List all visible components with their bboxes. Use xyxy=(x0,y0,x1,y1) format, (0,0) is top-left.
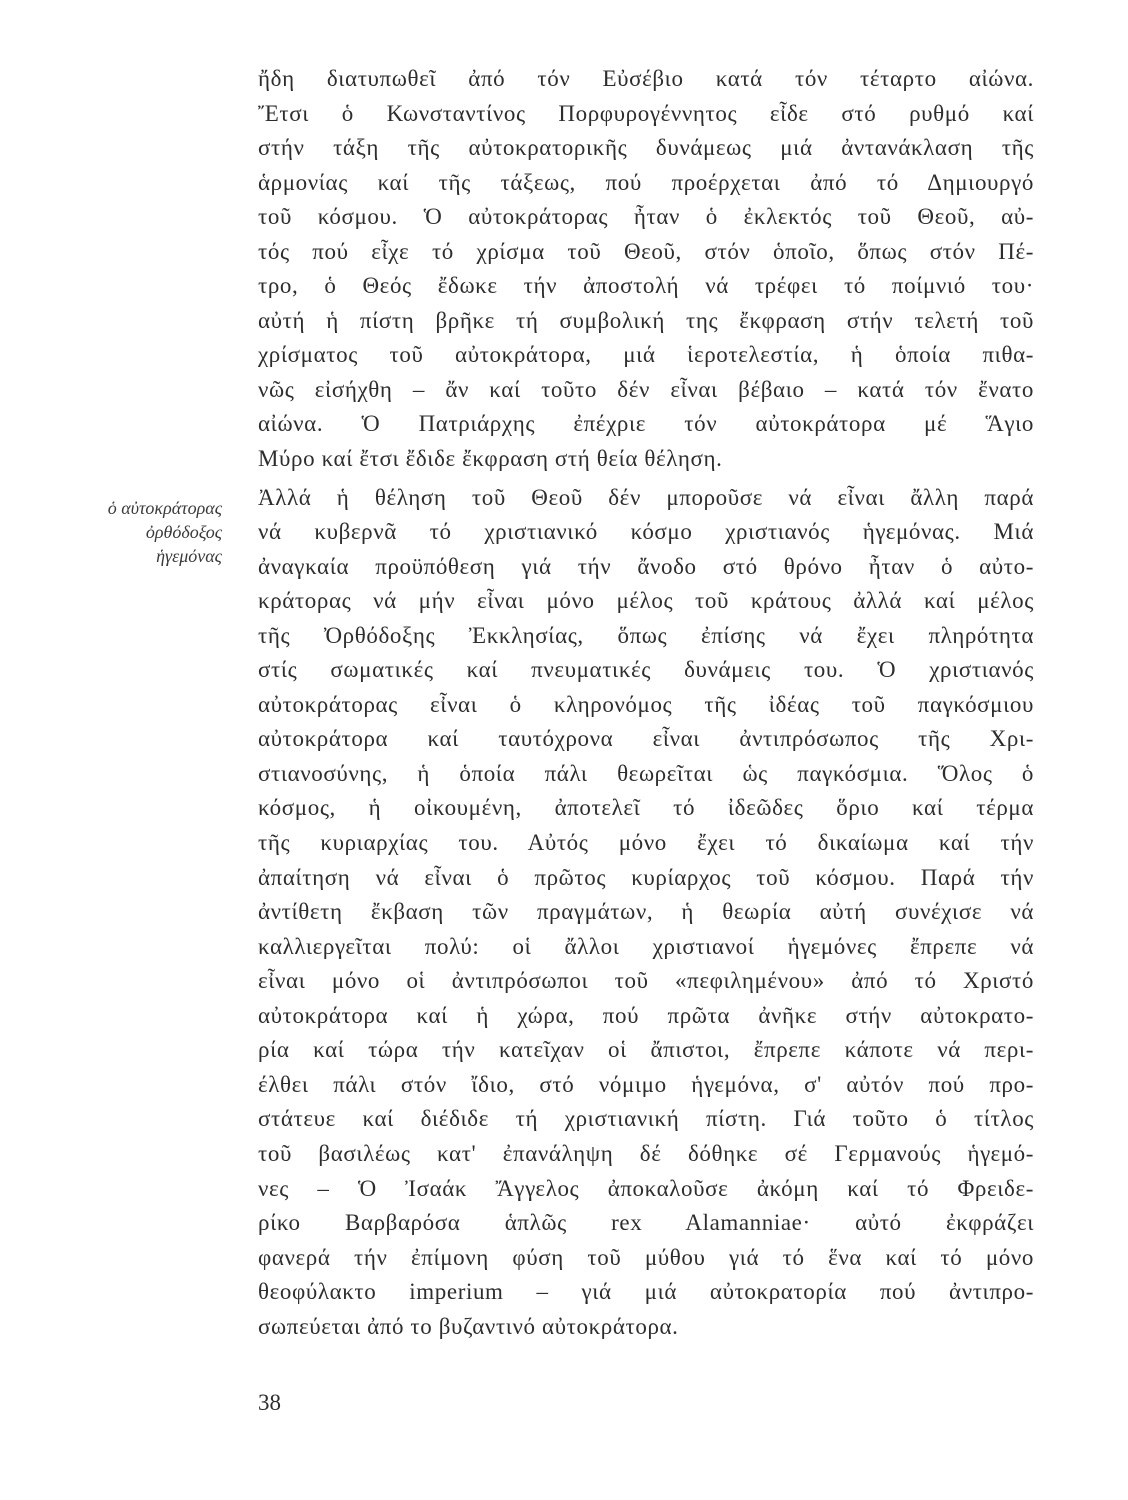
text-line: αὐτοκράτορας εἶναι ὁ κληρονόμος τῆς ἰδέας τοῦ παγκόσμιου xyxy=(258,691,1034,717)
text-line: αὐτοκράτορα καί ἡ χώρα, πού πρῶτα ἀνῆκε στήν αὐτοκρατο- xyxy=(258,1002,1034,1028)
text-line: Ἔτσι ὁ Κωνσταντίνος Πορφυρογέννητος εἶδε στό ρυθμό καί xyxy=(258,100,1034,126)
text-line: τοῦ κόσμου. Ὁ αὐτοκράτορας ἦταν ὁ ἐκλεκτός τοῦ Θεοῦ, αὐ- xyxy=(258,204,1034,230)
text-line: τός πού εἶχε τό χρίσμα τοῦ Θεοῦ, στόν ὁποῖο, ὅπως στόν Πέ- xyxy=(258,238,1034,264)
text-line: καλλιεργεῖται πολύ: οἱ ἄλλοι χριστιανοί ἡγεμόνες ἔπρεπε νά xyxy=(258,933,1034,959)
paragraph-1 xyxy=(258,62,1034,477)
text-line: τοῦ βασιλέως κατ' ἐπανάληψη δέ δόθηκε σέ Γερμανούς ἡγεμό- xyxy=(258,1140,1034,1166)
text-line: χρίσματος τοῦ αὐτοκράτορα, μιά ἱεροτελεστία, ἡ ὁποία πιθα- xyxy=(258,342,1034,368)
margin-note-line: ὀρθόδοξος xyxy=(145,522,222,542)
paragraph-2 xyxy=(258,481,1034,1345)
text-line: έλθει πάλι στόν ἴδιο, στό νόμιμο ἡγεμόνα, σ' αὐτόν πού προ- xyxy=(258,1071,1034,1097)
text-line: θεοφύλακτο imperium – γιά μιά αὐτοκρατορία πού ἀντιπρο- xyxy=(258,1279,1034,1305)
text-line: νες – Ὁ Ἰσαάκ Ἄγγελος ἀποκαλοῦσε ἀκόμη καί τό Φρειδε- xyxy=(258,1175,1034,1201)
text-line: αὐτοκράτορα καί ταυτόχρονα εἶναι ἀντιπρόσωπος τῆς Χρι- xyxy=(258,726,1034,752)
text-line: τρο, ὁ Θεός ἔδωκε τήν ἀποστολή νά τρέφει τό ποίμνιό του· xyxy=(258,273,1034,299)
text-line: στάτευε καί διέδιδε τή χριστιανική πίστη. Γιά τοῦτο ὁ τίτλος xyxy=(258,1106,1034,1132)
body-text xyxy=(258,62,1034,1344)
text-line: εἶναι μόνο οἱ ἀντιπρόσωποι τοῦ «πεφιλημένου» ἀπό τό Χριστό xyxy=(258,968,1034,994)
text-line: αὐτή ἡ πίστη βρῆκε τή συμβολική της ἔκφραση στήν τελετή τοῦ xyxy=(258,307,1034,333)
text-line: σωπεύεται ἀπό το βυζαντινό αὐτοκράτορα. xyxy=(258,1313,679,1339)
text-line: Μύρο καί ἔτσι ἔδιδε ἔκφραση στή θεία θέληση. xyxy=(258,446,723,472)
text-line: κράτορας νά μήν εἶναι μόνο μέλος τοῦ κράτους ἀλλά καί μέλος xyxy=(258,588,1034,614)
text-line: ρίκο Βαρβαρόσα ἁπλῶς rex Alamanniae· αὐτό ἐκφράζει xyxy=(258,1210,1034,1236)
text-line: στιανοσύνης, ἡ ὁποία πάλι θεωρεῖται ὡς παγκόσμια. Ὅλος ὁ xyxy=(258,760,1034,786)
text-line: αἰώνα. Ὁ Πατριάρχης ἐπέχριε τόν αὐτοκράτορα μέ Ἅγιο xyxy=(258,411,1034,437)
text-line: ἤδη διατυπωθεῖ ἀπό τόν Εὐσέβιο κατά τόν τέταρτο αἰώνα. xyxy=(258,66,1034,91)
margin-note xyxy=(30,496,222,568)
margin-note-line: ὁ αὐτοκράτορας xyxy=(107,498,222,518)
page-number: 38 xyxy=(258,1390,281,1415)
text-line: ἁρμονίας καί τῆς τάξεως, πού προέρχεται ἀπό τό Δημιουργό xyxy=(258,169,1034,195)
text-line: ἀπαίτηση νά εἶναι ὁ πρῶτος κυρίαρχος τοῦ κόσμου. Παρά τήν xyxy=(258,864,1034,890)
text-line: ἀναγκαία προϋπόθεση γιά τήν ἄνοδο στό θρόνο ἦταν ὁ αὐτο- xyxy=(258,553,1034,579)
text-line: στίς σωματικές καί πνευματικές δυνάμεις του. Ὁ χριστιανός xyxy=(258,657,1034,683)
text-line: ρία καί τώρα τήν κατεῖχαν οἱ ἄπιστοι, ἔπρεπε κάποτε νά περι- xyxy=(258,1037,1034,1063)
text-line: στήν τάξη τῆς αὐτοκρατορικῆς δυνάμεως μιά ἀντανάκλαση τῆς xyxy=(258,135,1034,161)
text-line: νῶς εἰσήχθη – ἄν καί τοῦτο δέν εἶναι βέβαιο – κατά τόν ἔνατο xyxy=(258,376,1034,402)
text-line: ἀντίθετη ἔκβαση τῶν πραγμάτων, ἡ θεωρία αὐτή συνέχισε νά xyxy=(258,899,1034,925)
text-line: νά κυβερνᾶ τό χριστιανικό κόσμο χριστιανός ἡγεμόνας. Μιά xyxy=(258,519,1034,545)
text-line: φανερά τήν ἐπίμονη φύση τοῦ μύθου γιά τό ἕνα καί τό μόνο xyxy=(258,1244,1034,1270)
text-line: Ἀλλά ἡ θέληση τοῦ Θεοῦ δέν μποροῦσε νά εἶναι ἄλλη παρά xyxy=(258,484,1034,510)
text-line: κόσμος, ἡ οἰκουμένη, ἀποτελεῖ τό ἰδεῶδες ὅριο καί τέρμα xyxy=(258,795,1034,821)
margin-note-line: ἡγεμόνας xyxy=(156,546,222,566)
text-line: τῆς κυριαρχίας του. Αὐτός μόνο ἔχει τό δικαίωμα καί τήν xyxy=(258,830,1034,856)
text-line: τῆς Ὀρθόδοξης Ἐκκλησίας, ὅπως ἐπίσης νά ἔχει πληρότητα xyxy=(258,622,1034,648)
